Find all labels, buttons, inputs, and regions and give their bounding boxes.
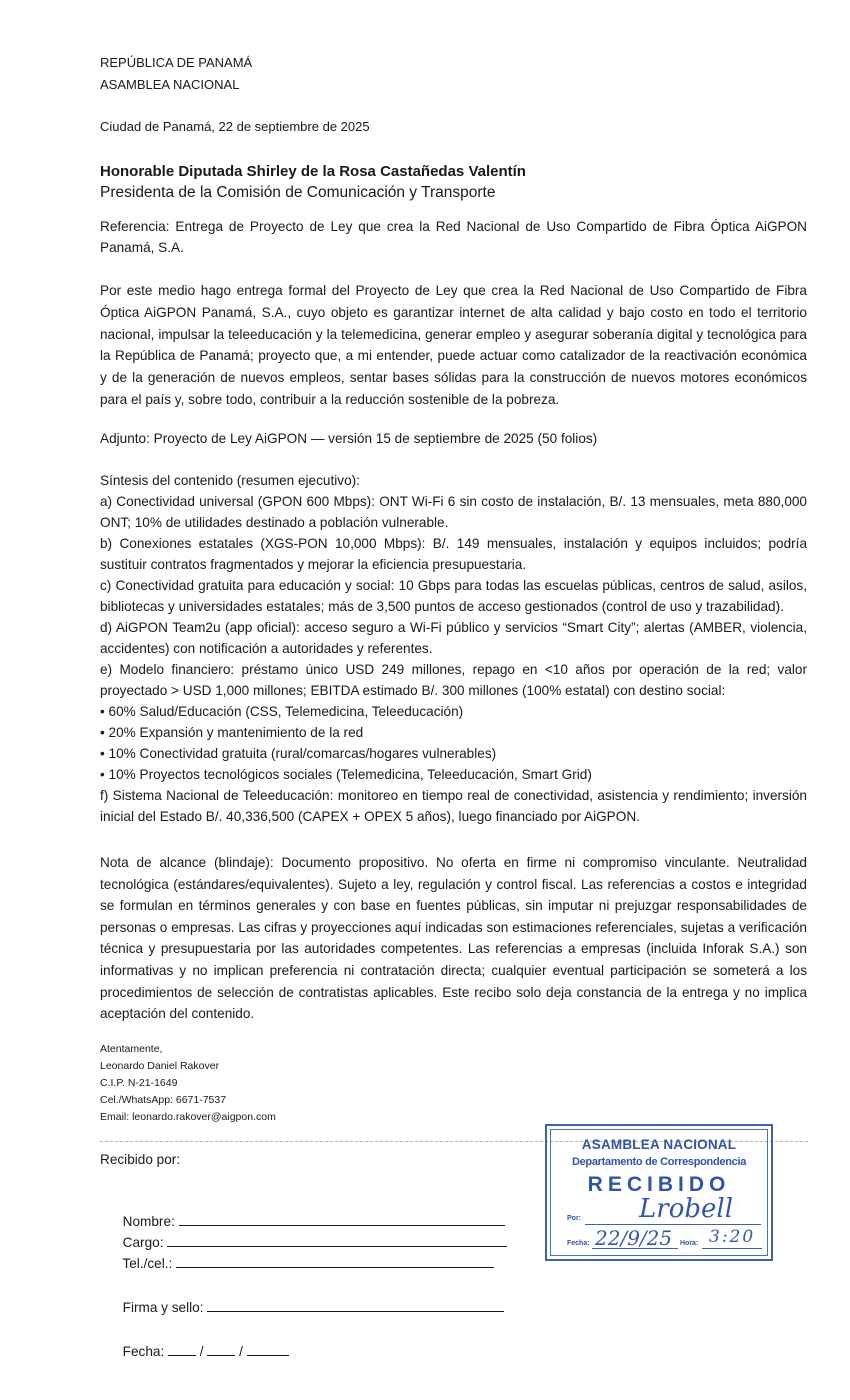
fecha-year-field[interactable] <box>247 1341 289 1356</box>
stamp-por-label: Por: <box>567 1215 581 1222</box>
fecha-label: Fecha: <box>122 1344 169 1359</box>
date-separator: / <box>235 1344 247 1359</box>
signature-name: Leonardo Daniel Rakover <box>100 1060 220 1072</box>
summary-bullet: • 10% Proyectos tecnológicos sociales (Telemedicina, Teleeducación, Smart Grid) <box>100 767 592 782</box>
stamp-por-line <box>585 1224 761 1225</box>
stamp-hora-line <box>702 1248 762 1249</box>
signature-cip: C.I.P. N-21-1649 <box>100 1077 178 1089</box>
addressee-name: Honorable Diputada Shirley de la Rosa Castañedas Valentín <box>100 163 526 180</box>
stamp-department: Departamento de Correspondencia <box>571 1156 747 1168</box>
stamp-status: RECIBIDO <box>587 1173 731 1196</box>
summary-bullet: • 60% Salud/Educación (CSS, Telemedicina, Teleeducación) <box>100 704 464 719</box>
summary-bullet: • 10% Conectividad gratuita (rural/comarcas/hogares vulnerables) <box>100 746 497 761</box>
attachment-line: Adjunto: Proyecto de Ley AiGPON — versión 15 de septiembre de 2025 (50 folios) <box>100 431 598 446</box>
stamp-hora-value: 3:20 <box>709 1227 756 1247</box>
addressee-title: Presidenta de la Comisión de Comunicación y Transporte <box>100 184 496 201</box>
cargo-label: Cargo: <box>122 1235 168 1250</box>
fecha-day-field[interactable] <box>168 1341 196 1356</box>
scope-note: Nota de alcance (blindaje): Documento propositivo. No oferta en firme ni compromiso vinculante. Neutralidad tecnológica (estándares/equivalentes). Sujeto a ley, regulación y control fiscal. Las referencias a costos e integridad se formulan en términos generales y con base en fuentes públicas, sin imputar ni prejuzgar responsabilidades de personas o empresas. Las cifras y proyecciones aquí indicadas son estimaciones referenciales, sujetas a verificación técnica y presupuestaria por las autoridades competentes. Las referencias a empresas (incluida Inforak S.A.) son informativas y no implican preferencia ni contratación directa; cualquier eventual participación se someterá a los procedimientos de selección de contratistas aplicables. Este recibo solo deja constancia de la entrega y no implica aceptación del contenido. <box>100 855 807 1022</box>
firma-field[interactable] <box>207 1297 504 1312</box>
reference-line: Referencia: Entrega de Proyecto de Ley que crea la Red Nacional de Uso Compartido de Fibra Óptica AiGPON Panamá, S.A. <box>100 219 807 255</box>
received-stamp <box>545 1124 773 1261</box>
stamp-title: ASAMBLEA NACIONAL <box>581 1137 737 1152</box>
summary-item-e: e) Modelo financiero: préstamo único USD 249 millones, repago en <10 años por operación de la red; valor proyectado > USD 1,000 millones; EBITDA estimado B/. 300 millones (100% estatal) con destino social: <box>100 662 807 698</box>
summary-item-f: f) Sistema Nacional de Teleeducación: monitoreo en tiempo real de conectividad, asistencia y rendimiento; inversión inicial del Estado B/. 40,336,500 (CAPEX + OPEX 5 años), luego financiado por AiGPON. <box>100 788 807 824</box>
date-line: Ciudad de Panamá, 22 de septiembre de 2025 <box>100 119 370 134</box>
tel-field[interactable] <box>176 1253 494 1268</box>
stamp-hora-label: Hora: <box>680 1240 699 1247</box>
receipt-heading: Recibido por: <box>100 1152 181 1167</box>
summary-item-c: c) Conectividad gratuita para educación y social: 10 Gbps para todas las escuelas públicas, centros de salud, asilos, bibliotecas y universidades estatales; más de 3,500 puntos de acceso gestionados (control de uso y trazabilidad). <box>100 578 807 614</box>
stamp-por-signature: Lrobell <box>639 1194 734 1224</box>
summary-item-d: d) AiGPON Team2u (app oficial): acceso seguro a Wi-Fi público y servicios “Smart City”; alertas (AMBER, violencia, accidentes) con notificación a autoridades y referentes. <box>100 620 807 656</box>
fecha-month-field[interactable] <box>207 1341 235 1356</box>
firma-label: Firma y sello: <box>122 1300 208 1315</box>
body-paragraph: Por este medio hago entrega formal del Proyecto de Ley que crea la Red Nacional de Uso Compartido de Fibra Óptica AiGPON Panamá, S.A., cuyo objeto es garantizar internet de alta calidad y bajo costo en todo el territorio nacional, impulsar la teleeducación y la telemedicina, generar empleo y asegurar soberanía digital y tecnológica para la República de Panamá; proyecto que, a mi entender, puede actuar como catalizador de la reactivación económica y de la generación de nuevos empleos, sentar bases sólidas para la construcción de nuevos motores económicos para el país y, sobre todo, contribuir a la reducción sostenible de la pobreza. <box>100 283 807 407</box>
summary-heading: Síntesis del contenido (resumen ejecutivo): <box>100 473 360 488</box>
stamp-fecha-value: 22/9/25 <box>595 1226 673 1250</box>
summary-item-b: b) Conexiones estatales (XGS-PON 10,000 Mbps): B/. 149 mensuales, instalación y equipos incluidos; podría sustituir contratos fragmentados y mejorar la eficiencia presupuestaria. <box>100 536 807 572</box>
summary-bullet: • 20% Expansión y mantenimiento de la red <box>100 725 364 740</box>
tel-label: Tel./cel.: <box>122 1256 177 1271</box>
summary-item-a: a) Conectividad universal (GPON 600 Mbps): ONT Wi-Fi 6 sin costo de instalación, B/. 13 mensuales, meta 880,000 ONT; 10% de utilidades destinado a población vulnerable. <box>100 494 807 530</box>
signature-email: Email: leonardo.rakover@aigpon.com <box>100 1111 276 1123</box>
signature-phone: Cel./WhatsApp: 6671-7537 <box>100 1094 227 1106</box>
stamp-fecha-label: Fecha: <box>567 1240 590 1247</box>
header-republic: REPÚBLICA DE PANAMÁ <box>100 55 253 70</box>
signature-closing: Atentamente, <box>100 1043 163 1055</box>
fecha-field-row <box>100 1321 289 1382</box>
date-separator: / <box>196 1344 208 1359</box>
header-assembly: ASAMBLEA NACIONAL <box>100 77 240 92</box>
nombre-label: Nombre: <box>122 1214 179 1229</box>
